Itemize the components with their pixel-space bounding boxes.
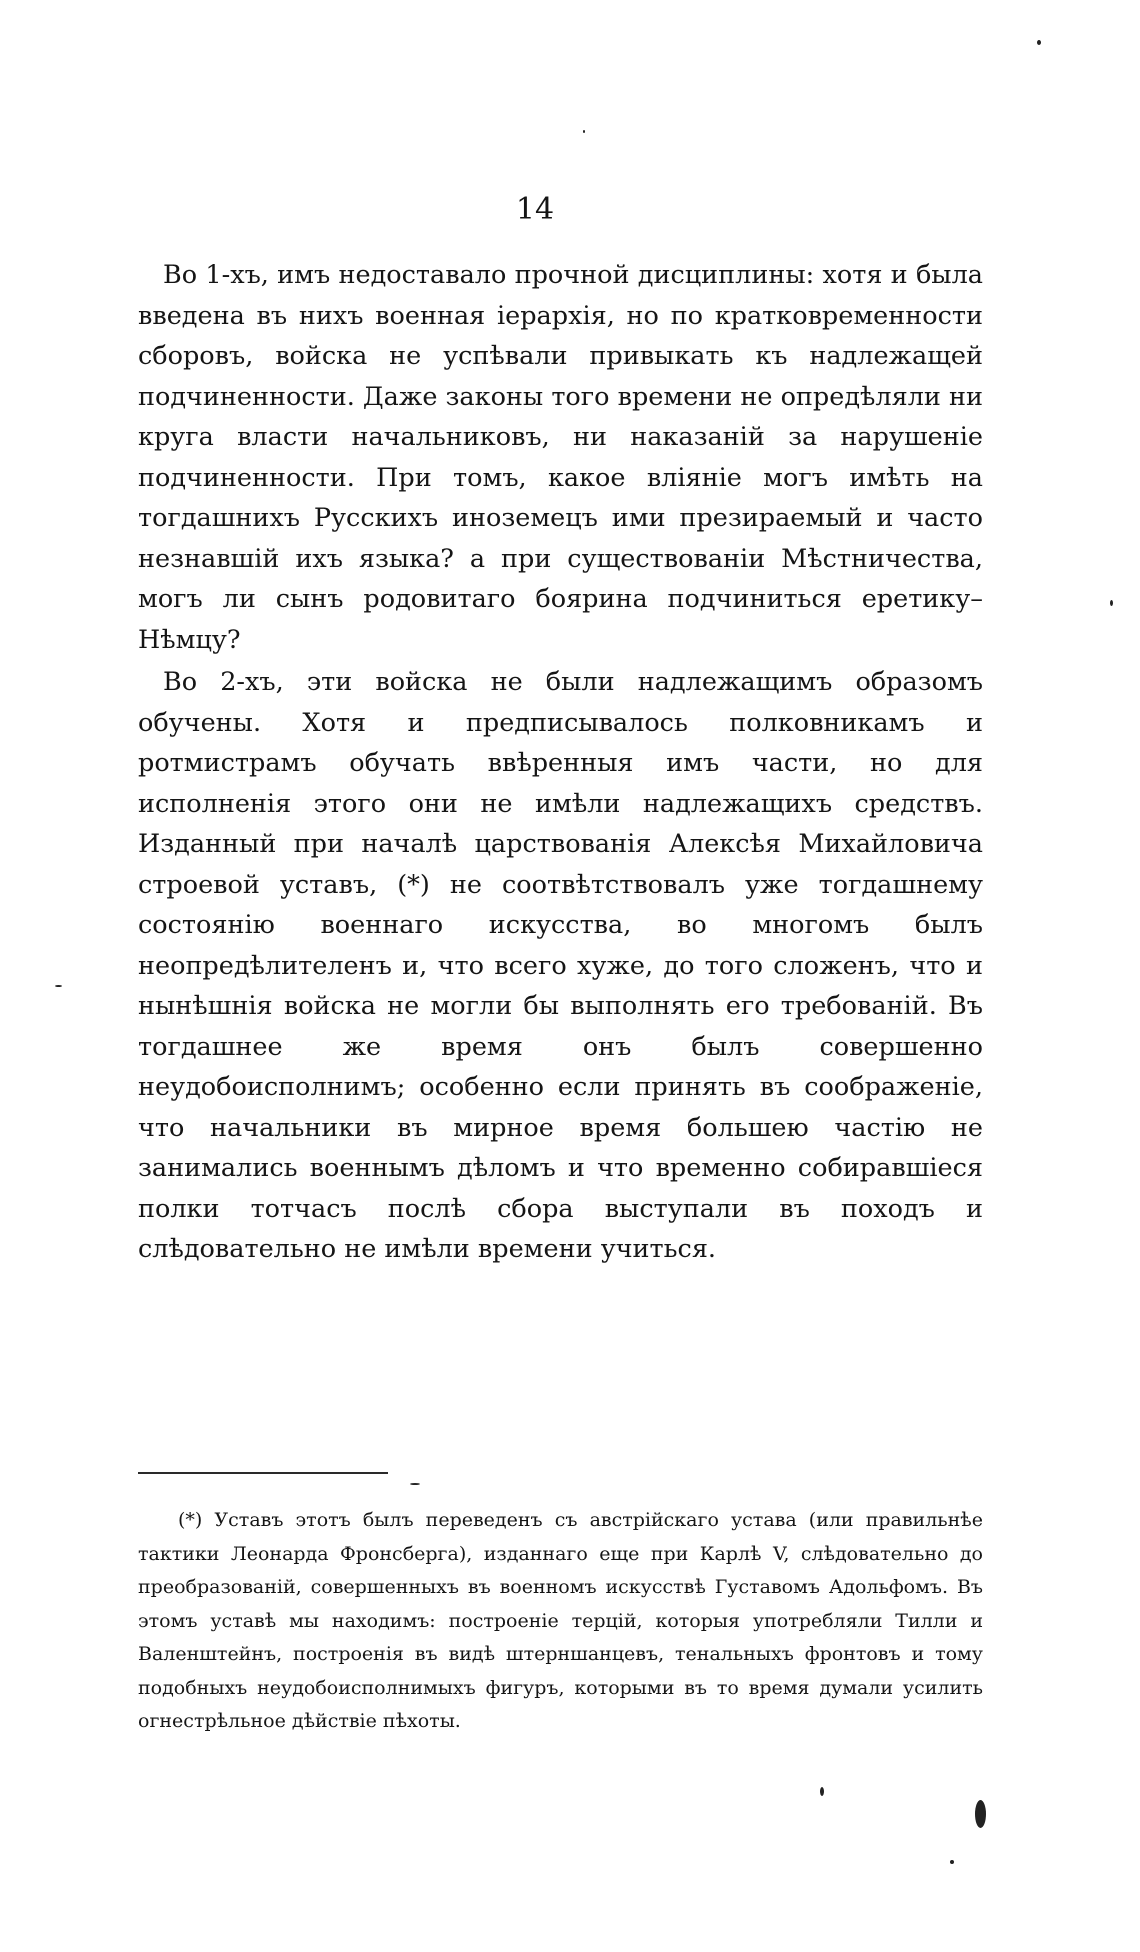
page-number: 14 [515, 192, 555, 227]
footnote-text: (*) Уставъ этотъ былъ переведенъ съ австрійскаго устава (или правильнѣе тактики Леонарда Фронсберга), изданнаго еще при Карлѣ V, слѣдовательно до преобразованій, совершенныхъ въ военномъ искусствѣ Густавомъ Адольфомъ. Въ этомъ уставѣ мы находимъ: построеніе терцій, которыя употребляли Тилли и Валенштейнъ, построенія въ видѣ штерншанцевъ, тенальныхъ фронтовъ и тому подобныхъ неудобоисполнимыхъ фигуръ, которыми въ то время думали усилить огнестрѣльное дѣйствіе пѣхоты. [138, 1509, 983, 1732]
footnote [138, 1504, 983, 1739]
scan-speck [1110, 600, 1113, 606]
scan-speck [55, 985, 62, 987]
paragraph-1-text: Во 1-хъ, имъ недоставало прочной дисциплины: хотя и была введена въ нихъ военная іерархія, но по кратковременности сборовъ, войска не успѣвали привыкать къ надлежащей подчиненности. Даже законы того времени не опредѣляли ни круга власти начальниковъ, ни наказаній за нарушеніе подчиненности. При томъ, какое вліяніе могъ имѣть на тогдашнихъ Русскихъ иноземецъ ими презираемый и часто незнавшій ихъ языка? а при существованіи Мѣстничества, могъ ли сынъ родовитаго боярина подчиниться еретику–Нѣмцу? [138, 260, 983, 655]
paragraph-2-text: Во 2-хъ, эти войска не были надлежащимъ образомъ обучены. Хотя и предписывалось полковникамъ и ротмистрамъ обучать ввѣренныя имъ части, но для исполненія этого они не имѣли надлежащихъ средствъ. Изданный при началѣ царствованія Алексѣя Михайловича строевой уставъ, (*) не соотвѣтствовалъ уже тогдашнему состоянію военнаго искусства, во многомъ былъ неопредѣлителенъ и, что всего хуже, до того сложенъ, что и нынѣшнія войска не могли бы выполнять его требованій. Въ тогдашнее же время онъ былъ совершенно неудобоисполнимъ; особенно если принять въ соображеніе, что начальники въ мирное время большею частію не занимались военнымъ дѣломъ и что временно собиравшіеся полки тотчасъ послѣ сбора выступали въ походъ и слѣдовательно не имѣли времени учиться. [138, 667, 983, 1264]
scan-speck [950, 1860, 954, 1864]
scan-speck [975, 1800, 986, 1828]
paragraph-1 [138, 255, 983, 660]
footnote-divider [138, 1472, 388, 1474]
scan-speck [583, 130, 585, 133]
paragraph-2 [138, 662, 983, 1270]
scan-speck [410, 1483, 420, 1485]
scan-speck [820, 1787, 824, 1796]
scan-speck [1037, 40, 1041, 45]
main-text [138, 255, 983, 1270]
